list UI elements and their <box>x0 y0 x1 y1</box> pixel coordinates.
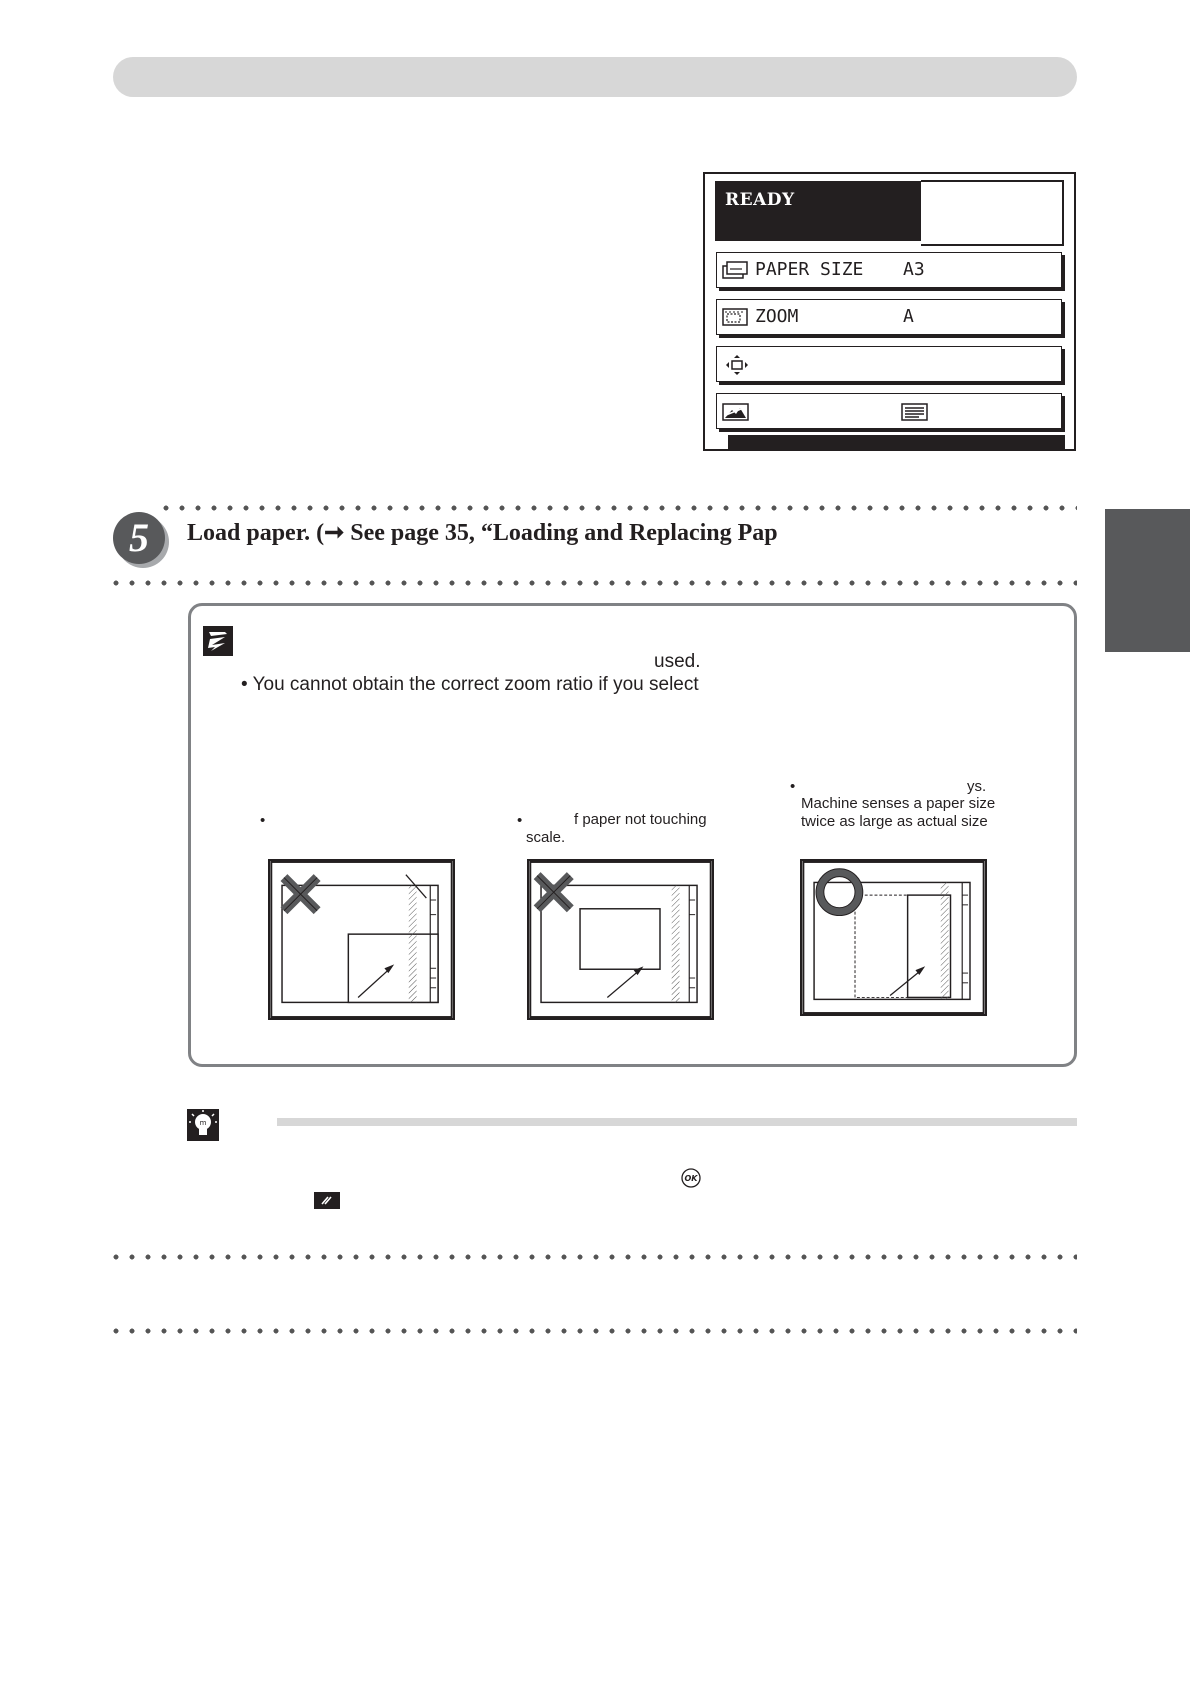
step-number: 5 <box>129 515 149 560</box>
dotted-divider <box>113 1328 1077 1336</box>
diagram-3-caption: Machine senses a paper size <box>801 795 996 812</box>
caution-icon <box>203 626 233 656</box>
diagram-2-caption: scale. <box>526 829 566 846</box>
diagram-double-size-sensing <box>800 859 987 1016</box>
ok-key-icon <box>681 1168 701 1188</box>
lcd-row-shift[interactable] <box>716 346 1062 382</box>
dotted-divider <box>113 580 1077 588</box>
dotted-divider <box>113 1254 1077 1262</box>
lcd-row-original-mode[interactable] <box>716 393 1062 429</box>
lcd-panel <box>703 172 1076 451</box>
lcd-bottom-bar <box>728 435 1065 451</box>
caution-text-used: used. <box>654 651 701 672</box>
shift-icon <box>725 354 749 376</box>
lcd-message-area <box>921 180 1064 246</box>
cross-mark-icon <box>284 878 317 911</box>
header-bar <box>113 57 1077 97</box>
lcd-row-label: ZOOM <box>755 306 799 327</box>
step-number-badge <box>113 512 165 564</box>
text-mode-icon <box>901 402 929 422</box>
clear-key-icon <box>314 1192 340 1209</box>
diagram-paper-not-touching-scale <box>527 859 714 1020</box>
lcd-row-value: A3 <box>903 259 925 280</box>
diagram-1-bullet: • <box>260 812 266 829</box>
caution-bullet-zoom: • You cannot obtain the correct zoom ratio if you select <box>241 674 699 695</box>
lcd-row-value: A <box>903 306 914 327</box>
lcd-row-label: PAPER SIZE <box>755 259 864 280</box>
zoom-icon <box>722 307 750 327</box>
original-mode-icon <box>722 402 750 422</box>
step-instruction: Load paper. (➞ See page 35, “Loading and Replacing Pap <box>187 520 778 546</box>
diagram-3-caption: twice as large as actual size <box>801 813 988 830</box>
lcd-row-zoom[interactable] <box>716 299 1062 335</box>
lcd-status: READY <box>725 190 795 210</box>
chapter-side-tab <box>1105 509 1190 652</box>
svg-text:OK: OK <box>684 1174 698 1183</box>
lcd-status-bar <box>715 181 921 241</box>
diagram-3-bullet: • <box>790 778 796 795</box>
lightbulb-hint-icon <box>187 1109 219 1141</box>
diagram-3-caption: ys. <box>967 778 987 795</box>
lcd-row-paper-size[interactable] <box>716 252 1062 288</box>
diagram-2-caption: f paper not touching <box>574 811 707 828</box>
svg-text:m: m <box>199 1119 207 1127</box>
paper-size-icon <box>722 260 750 280</box>
cross-mark-icon <box>537 876 570 909</box>
hint-header-bar <box>277 1118 1077 1126</box>
circle-mark-icon <box>816 869 863 916</box>
dotted-divider <box>163 505 1077 513</box>
diagram-2-bullet: • <box>517 812 523 829</box>
diagram-incorrect-placement <box>268 859 455 1020</box>
